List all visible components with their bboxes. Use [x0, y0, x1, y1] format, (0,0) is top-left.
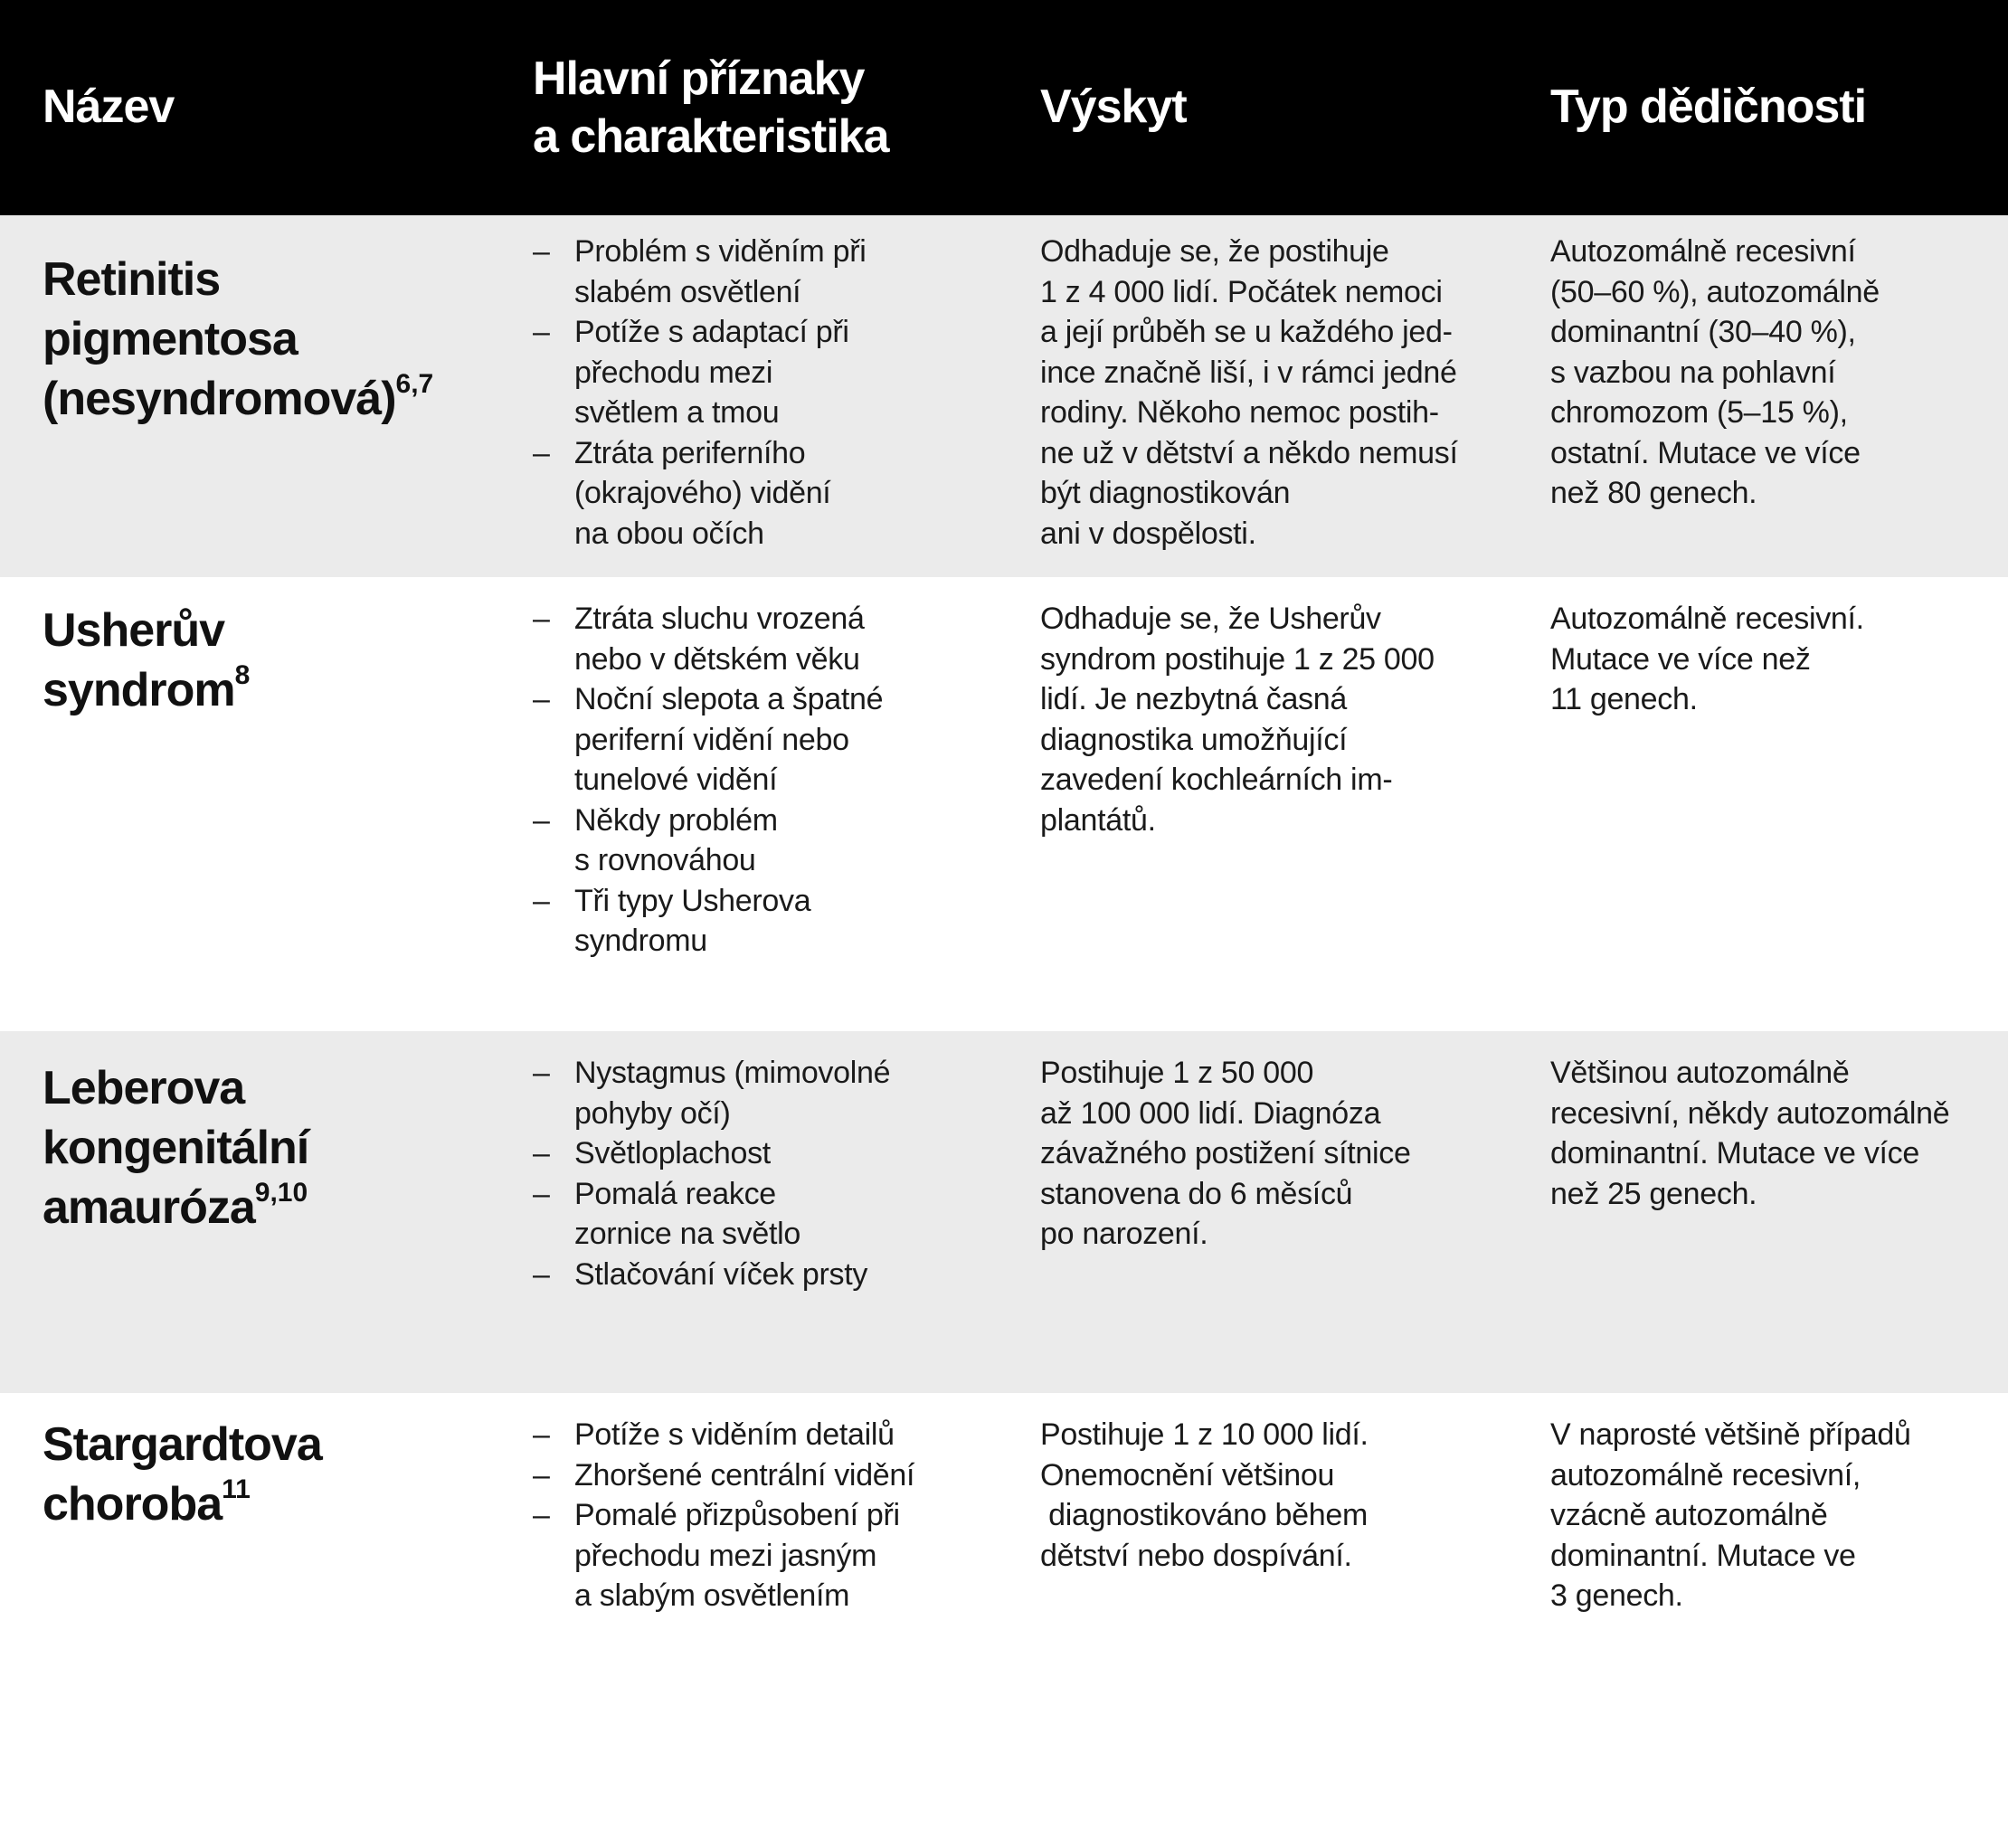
symptom-text: Ztráta periferního [574, 435, 806, 470]
inheritance-text-line: (50–60 %), autozomálně [1550, 274, 1880, 309]
symptom-text: Někdy problém [574, 802, 778, 838]
symptom-text: světlem a tmou [574, 395, 780, 430]
occurrence-text-line: diagnostikováno během [1040, 1498, 1368, 1532]
symptom-text: Světloplachost [574, 1136, 771, 1170]
reference-superscript: 9,10 [254, 1177, 308, 1208]
bullet-dash: – [533, 234, 550, 269]
bullet-dash: – [533, 1256, 550, 1292]
bullet-dash: – [533, 435, 550, 470]
symptom-text: a slabým osvětlením [574, 1578, 850, 1613]
symptoms-list [533, 1053, 890, 1294]
inheritance-text [1550, 599, 1864, 720]
symptom-item [533, 232, 866, 312]
inheritance-text-line: Mutace ve více než [1550, 641, 1811, 677]
inheritance-text-line: Autozomálně recesivní. [1550, 602, 1864, 636]
symptom-item [533, 1495, 914, 1616]
symptom-text: Problém s viděním při [574, 234, 867, 269]
occurrence-text-line: lidí. Je nezbytná časná [1040, 682, 1347, 716]
occurrence-text-line: Odhaduje se, že postihuje [1040, 234, 1389, 269]
bullet-dash: – [533, 802, 550, 838]
disease-name [43, 250, 433, 429]
header-inheritance: Typ dědičnosti [1550, 81, 1867, 133]
occurrence-text [1040, 599, 1435, 840]
occurrence-text-line: plantátů. [1040, 802, 1156, 838]
occurrence-text [1040, 232, 1458, 554]
symptom-item [533, 1133, 890, 1174]
occurrence-text-line: rodiny. Někoho nemoc postih- [1040, 395, 1439, 430]
inheritance-text-line: recesivní, někdy autozomálně [1550, 1095, 1950, 1131]
symptom-text: přechodu mezi jasným [574, 1538, 877, 1573]
inheritance-text-line: Většinou autozomálně [1550, 1056, 1850, 1090]
occurrence-text-line: po narození. [1040, 1217, 1208, 1251]
disease-name-line: Retinitis [43, 253, 221, 306]
disease-name [43, 601, 250, 720]
occurrence-text-line: Onemocnění většinou [1040, 1457, 1335, 1493]
inheritance-text-line: V naprosté většině případů [1550, 1417, 1911, 1452]
symptom-text: Potíže s adaptací při [574, 315, 849, 349]
occurrence-text [1040, 1415, 1369, 1576]
inheritance-text-line: vzácně autozomálně [1550, 1498, 1828, 1532]
table-row [0, 215, 2008, 577]
symptom-item [533, 1174, 890, 1255]
symptom-item [533, 679, 883, 801]
symptom-item [533, 801, 883, 881]
symptom-item [533, 1053, 890, 1133]
symptom-text: zornice na světlo [574, 1217, 801, 1251]
symptom-text: (okrajového) vidění [574, 476, 831, 510]
occurrence-text-line: Odhaduje se, že Usherův [1040, 602, 1381, 636]
occurrence-text-line: zavedení kochleárních im- [1040, 763, 1393, 797]
disease-name-line: Leberova [43, 1062, 245, 1114]
inheritance-text-line: s vazbou na pohlavní [1550, 355, 1836, 390]
inheritance-text [1550, 232, 1880, 514]
occurrence-text-line: a její průběh se u každého jed- [1040, 315, 1453, 349]
inheritance-text [1550, 1415, 1911, 1616]
bullet-dash: – [533, 1136, 550, 1170]
symptom-text: Potíže s viděním detailů [574, 1417, 895, 1452]
occurrence-text-line: ani v dospělosti. [1040, 516, 1256, 551]
disease-name-line: amauróza$^{9,10}$ [43, 1177, 308, 1234]
symptom-item [533, 1415, 914, 1455]
inheritance-text-line: 3 genech. [1550, 1578, 1683, 1613]
disease-name-line: choroba$^{11}$ [43, 1474, 251, 1531]
symptom-item [533, 312, 866, 433]
symptom-text: přechodu mezi [574, 355, 773, 390]
occurrence-text-line: Postihuje 1 z 50 000 [1040, 1056, 1314, 1090]
symptom-text: s rovnováhou [574, 843, 756, 877]
reference-superscript: 6,7 [395, 368, 434, 399]
inheritance-text-line: chromozom (5–15 %), [1550, 395, 1848, 430]
occurrence-text-line: 1 z 4 000 lidí. Počátek nemoci [1040, 274, 1443, 309]
inheritance-text-line: dominantní. Mutace ve [1550, 1538, 1856, 1573]
inheritance-text-line: ostatní. Mutace ve více [1550, 435, 1861, 470]
inheritance-text-line: autozomálně recesivní, [1550, 1457, 1861, 1493]
inheritance-text-line: Autozomálně recesivní [1550, 234, 1856, 269]
disease-name-line: Stargardtova [43, 1418, 322, 1471]
bullet-dash: – [533, 1176, 550, 1211]
reference-superscript: 8 [234, 659, 251, 690]
inheritance-text [1550, 1053, 1949, 1214]
symptom-text: Ztráta sluchu vrozená [574, 602, 865, 636]
disease-name-line: (nesyndromová)$^{6,7}$ [43, 368, 434, 425]
header-name: Název [43, 81, 175, 133]
symptom-text: nebo v dětském věku [574, 641, 860, 677]
inheritance-text-line: než 80 genech. [1550, 476, 1757, 510]
bullet-dash: – [533, 1417, 550, 1452]
disease-name-line: syndrom$^8$ [43, 659, 251, 716]
disease-name-line: pigmentosa [43, 313, 298, 365]
table-body [0, 215, 2008, 1755]
symptom-text: Stlačování víček prsty [574, 1256, 868, 1292]
occurrence-text-line: ne už v dětství a někdo nemusí [1040, 435, 1458, 470]
bullet-dash: – [533, 315, 550, 349]
bullet-dash: – [533, 682, 550, 716]
symptom-text: syndromu [574, 924, 707, 958]
disease-name [43, 1058, 308, 1237]
symptom-text: Tři typy Usherova [574, 883, 811, 918]
symptom-text: Pomalá reakce [574, 1176, 776, 1211]
occurrence-text-line: diagnostika umožňující [1040, 722, 1348, 757]
table-header [0, 0, 2008, 215]
table-row [0, 1393, 2008, 1755]
disease-name [43, 1415, 322, 1534]
inheritance-text-line: dominantní (30–40 %), [1550, 315, 1856, 349]
bullet-dash: – [533, 1457, 550, 1493]
symptom-text: na obou očích [574, 516, 764, 551]
disease-name-line: kongenitální [43, 1122, 309, 1174]
symptoms-list [533, 1415, 914, 1616]
bullet-dash: – [533, 1498, 550, 1532]
occurrence-text-line: až 100 000 lidí. Diagnóza [1040, 1095, 1381, 1131]
bullet-dash: – [533, 602, 550, 636]
symptoms-list [533, 599, 883, 962]
symptom-item [533, 433, 866, 554]
disease-name-line: Usherův [43, 604, 225, 657]
inheritance-text-line: dominantní. Mutace ve více [1550, 1136, 1919, 1170]
occurrence-text-line: ince značně liší, i v rámci jedné [1040, 355, 1457, 390]
header-occurrence: Výskyt [1040, 81, 1187, 133]
occurrence-text-line: závažného postižení sítnice [1040, 1136, 1411, 1170]
symptom-item [533, 1455, 914, 1496]
occurrence-text-line: Postihuje 1 z 10 000 lidí. [1040, 1417, 1369, 1452]
occurrence-text-line: dětství nebo dospívání. [1040, 1538, 1352, 1573]
symptom-text: periferní vidění nebo [574, 722, 849, 757]
symptom-text: slabém osvětlení [574, 274, 801, 309]
header-symptoms: Hlavní příznaky a charakteristika [533, 52, 889, 163]
reference-superscript: 11 [222, 1474, 251, 1504]
symptom-text: Zhoršené centrální vidění [574, 1457, 915, 1493]
occurrence-text-line: stanovena do 6 měsíců [1040, 1176, 1353, 1211]
symptom-text: Pomalé přizpůsobení při [574, 1498, 900, 1532]
bullet-dash: – [533, 1056, 550, 1090]
inheritance-text-line: než 25 genech. [1550, 1176, 1757, 1211]
symptom-text: Noční slepota a špatné [574, 682, 884, 716]
bullet-dash: – [533, 883, 550, 918]
symptom-item [533, 881, 883, 962]
occurrence-text-line: být diagnostikován [1040, 476, 1291, 510]
occurrence-text [1040, 1053, 1411, 1255]
symptom-item [533, 599, 883, 679]
symptom-text: pohyby očí) [574, 1095, 731, 1131]
occurrence-text-line: syndrom postihuje 1 z 25 000 [1040, 641, 1435, 677]
inheritance-text-line: 11 genech. [1550, 682, 1698, 716]
table-row [0, 577, 2008, 1031]
symptom-text: Nystagmus (mimovolné [574, 1056, 891, 1090]
symptom-item [533, 1255, 890, 1295]
symptom-text: tunelové vidění [574, 763, 778, 797]
symptoms-list [533, 232, 866, 554]
table-row [0, 1031, 2008, 1393]
